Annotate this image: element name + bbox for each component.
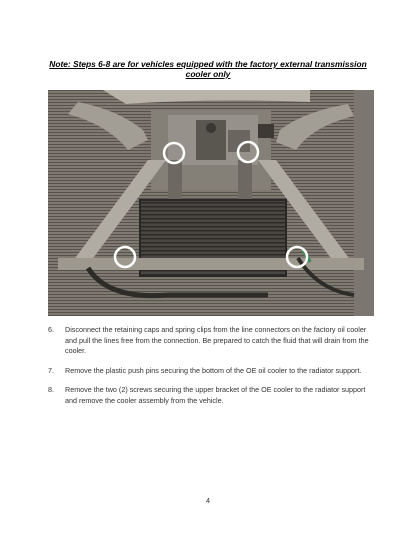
step-7	[48, 366, 378, 377]
photo-radiator-oil-cooler	[48, 90, 374, 316]
step-number: 7.	[48, 365, 54, 375]
step-8	[48, 385, 378, 406]
step-number: 8.	[48, 385, 54, 394]
step-text: Remove the two (2) screws securing the upper bracket of the OE cooler to the radiator support and remove the cooler assembly from the vehicle.	[65, 385, 366, 405]
photo-drawing	[48, 90, 374, 316]
step-text: Remove the plastic push pins securing the bottom of the OE oil cooler to the radiator support.	[65, 365, 362, 375]
note-heading: Note: Steps 6-8 are for vehicles equipped with the factory external transmission cooler only	[49, 59, 367, 79]
step-text: Disconnect the retaining caps and spring clips from the line connectors on the factory oil cooler and pull the lines free from the connection. Be prepared to catch the fluid that will drain from the cooler.	[65, 325, 369, 355]
step-number: 6.	[48, 325, 54, 334]
step-6	[48, 325, 378, 357]
steps-list	[48, 325, 378, 415]
page-number: 4	[206, 496, 210, 505]
